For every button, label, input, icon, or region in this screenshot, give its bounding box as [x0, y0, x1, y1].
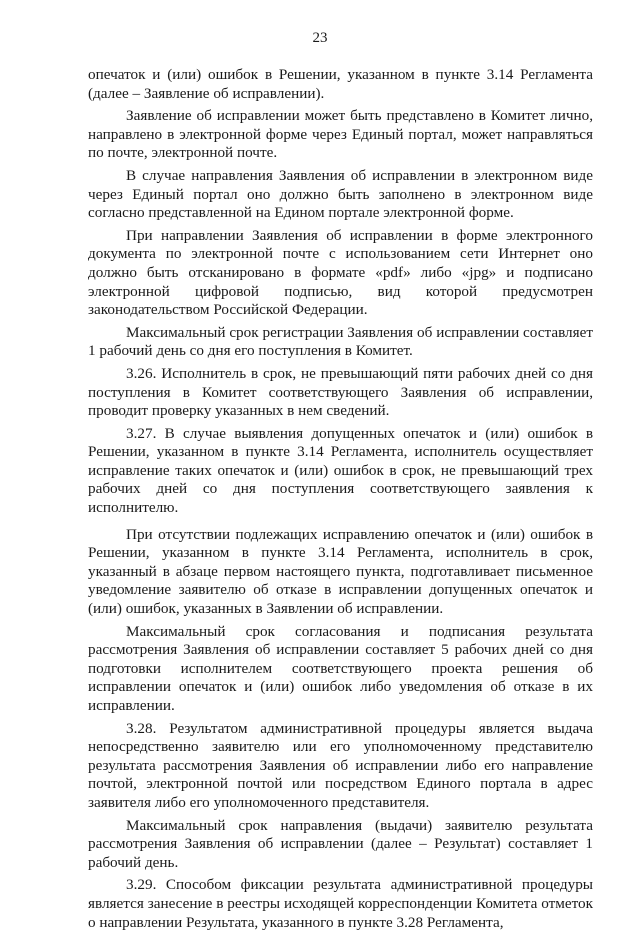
- paragraph-continuation: опечаток и (или) ошибок в Решении, указанном в пункте 3.14 Регламента (далее – Заявление об исправлении).: [88, 66, 593, 102]
- document-body: [88, 66, 593, 936]
- paragraph-3-27: 3.27. В случае выявления допущенных опечаток и (или) ошибок в Решении, указанном в пункте 3.14 Регламента, исполнитель осуществляет исправление таких опечаток и (или) ошибок в срок, не превышающий трех рабочих дней со дня поступления соответствующего заявления к исполнителю.: [88, 424, 593, 517]
- paragraph-submission-methods: Заявление об исправлении может быть представлено в Комитет лично, направлено в электронной форме через Единый портал, может направляться по почте, электронной почте.: [88, 107, 593, 162]
- paragraph-3-28: 3.28. Результатом административной процедуры является выдача непосредственно заявителю или его уполномоченному представителю результата рассмотрения Заявления об исправлении либо его направление почтой, электронной почтой или посредством Единого портала в адрес заявителя либо его уполномоченного представителя.: [88, 719, 593, 811]
- paragraph-email-submission: При направлении Заявления об исправлении в форме электронного документа по электронной почте с использованием сети Интернет оно должно быть отсканировано в формате «pdf» либо «jpg» и подписано электронной цифровой подписью, вид которой предусмотрен законодательством Российской Федерации.: [88, 226, 593, 319]
- paragraph-refusal-notice: При отсутствии подлежащих исправлению опечаток и (или) ошибок в Решении, указанном в пункте 3.14 Регламента, исполнитель в срок, указанный в абзаце первом настоящего пункта, подготавливает письменное уведомление заявителю об отказе в исправлении допущенных опечаток и (или) ошибок, указанных в Заявлении об исправлении.: [88, 525, 593, 618]
- paragraph-delivery-term: Максимальный срок направления (выдачи) заявителю результата рассмотрения Заявления об исправлении (далее – Результат) составляет 1 рабочий день.: [88, 816, 593, 871]
- paragraph-electronic-portal: В случае направления Заявления об исправлении в электронном виде через Единый портал оно должно быть заполнено в электронном виде согласно представленной на Едином портале электронной форме.: [88, 166, 593, 222]
- paragraph-3-26: 3.26. Исполнитель в срок, не превышающий пяти рабочих дней со дня поступления в Комитет соответствующего Заявления об исправлении, проводит проверку указанных в нем сведений.: [88, 364, 593, 420]
- paragraph-approval-term: Максимальный срок согласования и подписания результата рассмотрения Заявления об исправлении составляет 5 рабочих дней со дня подготовки исполнителем соответствующего проекта решения об исправлении опечаток и (или) ошибок либо уведомления об отказе в их исправлении.: [88, 622, 593, 714]
- page-number: 23: [312, 30, 328, 46]
- paragraph-registration-term: Максимальный срок регистрации Заявления об исправлении составляет 1 рабочий день со дня его поступления в Комитет.: [88, 323, 593, 360]
- paragraph-3-29: 3.29. Способом фиксации результата административной процедуры является занесение в реестры исходящей корреспонденции Комитета отметок о направлении Результата, указанного в пункте 3.28 Регламента,: [88, 876, 593, 931]
